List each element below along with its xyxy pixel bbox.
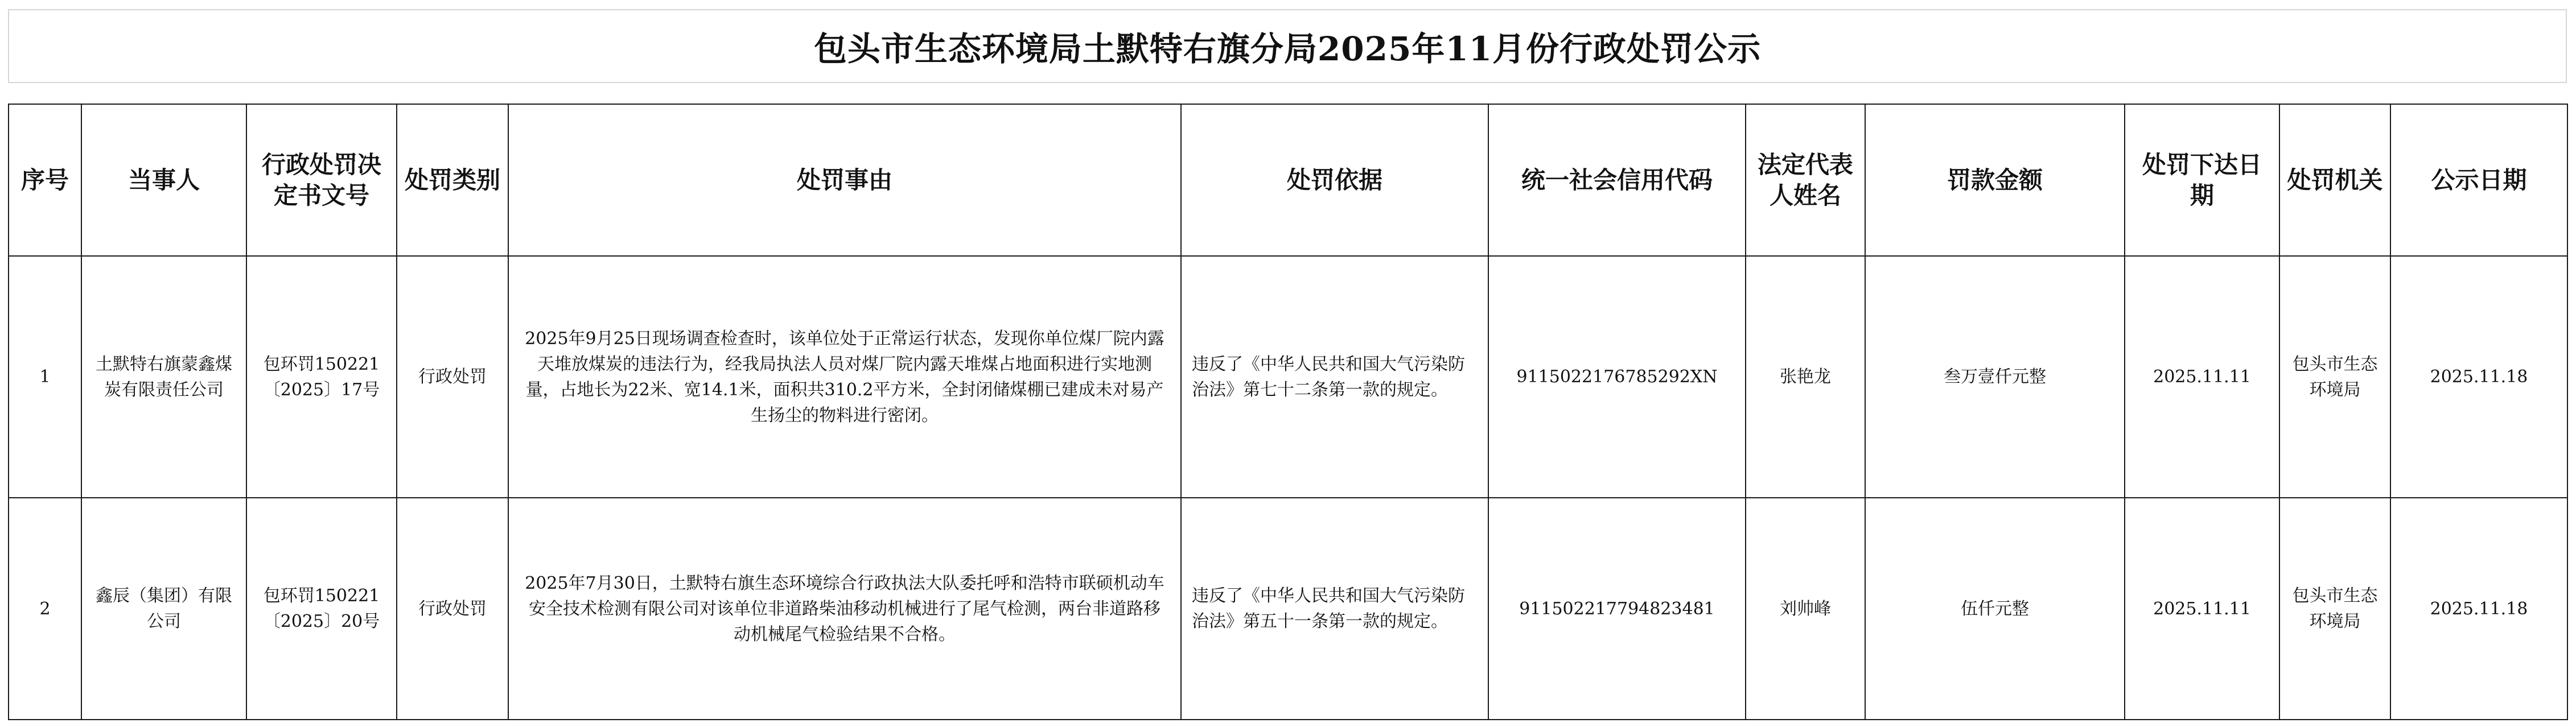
table-row xyxy=(9,256,2567,498)
cell-issue-date: 2025.11.11 xyxy=(2125,256,2279,498)
penalty-table xyxy=(8,104,2568,720)
header-row xyxy=(9,104,2567,256)
header-issue-date: 处罚下达日期 xyxy=(2125,104,2279,256)
title-box xyxy=(8,9,2567,83)
cell-index: 1 xyxy=(9,256,81,498)
cell-basis: 违反了《中华人民共和国大气污染防治法》第五十一条第一款的规定。 xyxy=(1181,498,1488,720)
header-party: 当事人 xyxy=(81,104,246,256)
header-authority: 处罚机关 xyxy=(2279,104,2390,256)
header-credit-code: 统一社会信用代码 xyxy=(1488,104,1746,256)
cell-legal-rep: 刘帅峰 xyxy=(1746,498,1865,720)
cell-credit-code: 9115022176785292XN xyxy=(1488,256,1746,498)
page-title: 包头市生态环境局土默特右旗分局2025年11月份行政处罚公示 xyxy=(813,30,1762,68)
cell-issue-date: 2025.11.11 xyxy=(2125,498,2279,720)
cell-reason: 2025年7月30日，土默特右旗生态环境综合行政执法大队委托呼和浩特市联硕机动车安全技术检测有限公司对该单位非道路柴油移动机械进行了尾气检测，两台非道路移动机械尾气检验结果不合格。 xyxy=(508,498,1181,720)
cell-index: 2 xyxy=(9,498,81,720)
cell-category: 行政处罚 xyxy=(397,256,508,498)
cell-reason: 2025年9月25日现场调查检查时，该单位处于正常运行状态，发现你单位煤厂院内露天堆放煤炭的违法行为，经我局执法人员对煤厂院内露天堆煤占地面积进行实地测量，占地长为22米、宽14.1米，面积共310.2平方米，全封闭储煤棚已建成未对易产生扬尘的物料进行密闭。 xyxy=(508,256,1181,498)
header-index: 序号 xyxy=(9,104,81,256)
cell-doc-no: 包环罚150221〔2025〕20号 xyxy=(246,498,397,720)
header-fine: 罚款金额 xyxy=(1865,104,2125,256)
cell-party: 鑫辰（集团）有限公司 xyxy=(81,498,246,720)
header-basis: 处罚依据 xyxy=(1181,104,1488,256)
cell-basis: 违反了《中华人民共和国大气污染防治法》第七十二条第一款的规定。 xyxy=(1181,256,1488,498)
cell-party: 土默特右旗蒙鑫煤炭有限责任公司 xyxy=(81,256,246,498)
cell-fine: 叁万壹仟元整 xyxy=(1865,256,2125,498)
header-doc-no: 行政处罚决定书文号 xyxy=(246,104,397,256)
cell-authority: 包头市生态环境局 xyxy=(2279,498,2390,720)
cell-publish-date: 2025.11.18 xyxy=(2390,256,2567,498)
header-reason: 处罚事由 xyxy=(508,104,1181,256)
cell-fine: 伍仟元整 xyxy=(1865,498,2125,720)
header-category: 处罚类别 xyxy=(397,104,508,256)
cell-doc-no: 包环罚150221〔2025〕17号 xyxy=(246,256,397,498)
cell-credit-code: 911502217794823481 xyxy=(1488,498,1746,720)
cell-publish-date: 2025.11.18 xyxy=(2390,498,2567,720)
header-publish-date: 公示日期 xyxy=(2390,104,2567,256)
cell-category: 行政处罚 xyxy=(397,498,508,720)
cell-legal-rep: 张艳龙 xyxy=(1746,256,1865,498)
header-legal-rep: 法定代表人姓名 xyxy=(1746,104,1865,256)
table-row xyxy=(9,498,2567,720)
cell-authority: 包头市生态环境局 xyxy=(2279,256,2390,498)
